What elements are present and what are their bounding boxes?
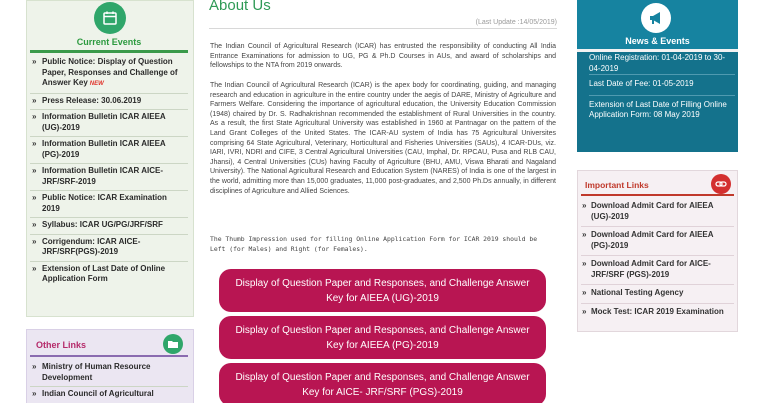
- current-event-item[interactable]: » Syllabus: ICAR UG/PG/JRF/SRF: [30, 218, 188, 235]
- current-event-item[interactable]: » Information Bulletin ICAR AIEEA (PG)-2019: [30, 137, 188, 164]
- important-link-item[interactable]: » Download Admit Card for AIEEA (UG)-2019: [581, 198, 734, 227]
- current-events-divider: [30, 50, 188, 53]
- new-badge: NEW: [89, 81, 104, 87]
- other-links-divider: [30, 355, 188, 357]
- current-event-item[interactable]: » Information Bulletin ICAR AIEEA (UG)-2019: [30, 110, 188, 137]
- chevron-right-icon: »: [32, 236, 37, 246]
- chevron-right-icon: »: [32, 362, 37, 371]
- page-title: About Us: [209, 0, 271, 14]
- news-entry: Last Date of Fee: 01-05-2019: [589, 75, 735, 96]
- other-links-list: [30, 360, 188, 403]
- answer-key-ug-button[interactable]: Display of Question Paper and Responses, and Challenge Answer Key for AIEEA (UG)-2019: [219, 269, 546, 312]
- chevron-right-icon: »: [582, 230, 587, 239]
- important-links-title: Important Links: [585, 180, 649, 190]
- other-link-item[interactable]: » Ministry of Human Resource Development: [30, 360, 188, 387]
- other-links-title: Other Links: [36, 340, 87, 350]
- current-event-item[interactable]: » Information Bulletin ICAR AICE-JRF/SRF-2019: [30, 164, 188, 191]
- news-entry: Extension of Last Date of Filling Online Application Form: 08 May 2019: [589, 99, 727, 119]
- important-link-item[interactable]: » Mock Test: ICAR 2019 Examination: [582, 306, 724, 316]
- current-event-item[interactable]: » Press Release: 30.06.2019: [30, 94, 188, 111]
- chevron-right-icon: »: [32, 95, 37, 105]
- chevron-right-icon: »: [32, 389, 37, 398]
- intro-paragraph: The Indian Council of Agricultural Research (ICAR) has entrusted the responsibility of conducting All India Entrance Examinations for admission to UG, PG & Ph.D Courses in AUs, and award of scholarships and fellowships to the NTA from 2019 onwards.: [210, 43, 556, 70]
- about-paragraph: The Indian Council of Agricultural Research (ICAR) is the apex body for coordinating, guiding, and managing research and education in agriculture in the entire country under the aegis of DARE, Ministry of Agriculture and Farmers Welfare. Considering the importance of agricultural education, the University Education Commission (1948) chaired by Dr. S. Radhakrishnan recommended the establishment of Rural Universities in the country. As a result, the first State Agricultural University was established in 1960 at Pantnagar on the pattern of the Land Grant Colleges of the United States. The ICAR-AU system of India has 75 Agricultural Universites comprising 64 State Agricultural, Veterinary, Horticultural and Fisheries Universities (SAUs), 4 ICAR-DUs, viz. IARI, IVRI, NDRI and CIFE, 3 Central Agricultural Universities (CAU, Imphal, Dr. RPCAU, Pusa and RLB CAU, Jhansi), 4 Central Universities (CUs) having Faculty of Agriculture (BHU, AMU, Viswa Bharati and Nagaland University). The National Agricultural Research and Education System (NARES) of India is one of the largest in the world, admitting more than 15,000 graduates, 11,000 post-graduates, and 2,500 Ph.Ds annually, in different disciplines of Agriculture and Allied Sciences.: [210, 82, 556, 195]
- other-link-item[interactable]: » Indian Council of Agricultural: [32, 389, 154, 398]
- answer-key-pg-button[interactable]: Display of Question Paper and Responses, and Challenge Answer Key for AIEEA (PG)-2019: [219, 316, 546, 359]
- link-icon: [711, 174, 731, 194]
- current-event-item[interactable]: » Public Notice: ICAR Examination 2019: [30, 191, 188, 218]
- important-link-item[interactable]: » Download Admit Card for AIEEA (PG)-2019: [581, 227, 734, 256]
- chevron-right-icon: »: [32, 112, 37, 121]
- left-sidebar: [26, 0, 194, 403]
- last-update: (Last Update :14/05/2019): [209, 19, 557, 29]
- folder-icon: [163, 334, 183, 354]
- chevron-right-icon: »: [32, 166, 37, 175]
- important-links-divider: [581, 194, 734, 196]
- important-link-item[interactable]: » Download Admit Card for AICE-JRF/SRF (PGS)-2019: [581, 256, 734, 285]
- chevron-right-icon: »: [32, 220, 37, 229]
- news-events-list: [589, 55, 735, 126]
- megaphone-icon: [641, 3, 671, 33]
- chevron-right-icon: »: [582, 306, 587, 316]
- current-event-item[interactable]: » Public Notice: Display of Question Paper, Responses and Challenge of Answer Key NEW: [30, 55, 188, 94]
- chevron-right-icon: »: [582, 288, 587, 297]
- answer-key-jrf-button[interactable]: Display of Question Paper and Responses, and Challenge Answer Key for AICE- JRF/SRF (PGS)-2019: [219, 363, 546, 403]
- chevron-right-icon: »: [32, 193, 37, 202]
- current-events-list: [30, 55, 188, 288]
- thumb-impression-note: The Thumb Impression used for filling Online Application Form for ICAR 2019 should be Left (for Males) and Right (for Females).: [210, 235, 538, 253]
- calendar-icon: [94, 2, 126, 34]
- news-events-title: News & Events: [625, 36, 690, 46]
- important-links-list: [581, 198, 734, 321]
- current-event-item[interactable]: » Corrigendum: ICAR AICE-JRF/SRF(PGS)-2019: [30, 235, 188, 262]
- chevron-right-icon: »: [582, 259, 587, 268]
- chevron-right-icon: »: [32, 139, 37, 148]
- current-events-title: Current Events: [76, 37, 142, 47]
- chevron-right-icon: »: [32, 263, 37, 273]
- chevron-right-icon: »: [582, 201, 587, 210]
- news-entry: Online Registration: 01-04-2019 to 30-04-2019: [589, 53, 735, 75]
- chevron-right-icon: »: [32, 57, 37, 66]
- important-link-item[interactable]: » National Testing Agency: [581, 285, 734, 304]
- current-event-item[interactable]: » Extension of Last Date of Online Application Form: [32, 263, 166, 283]
